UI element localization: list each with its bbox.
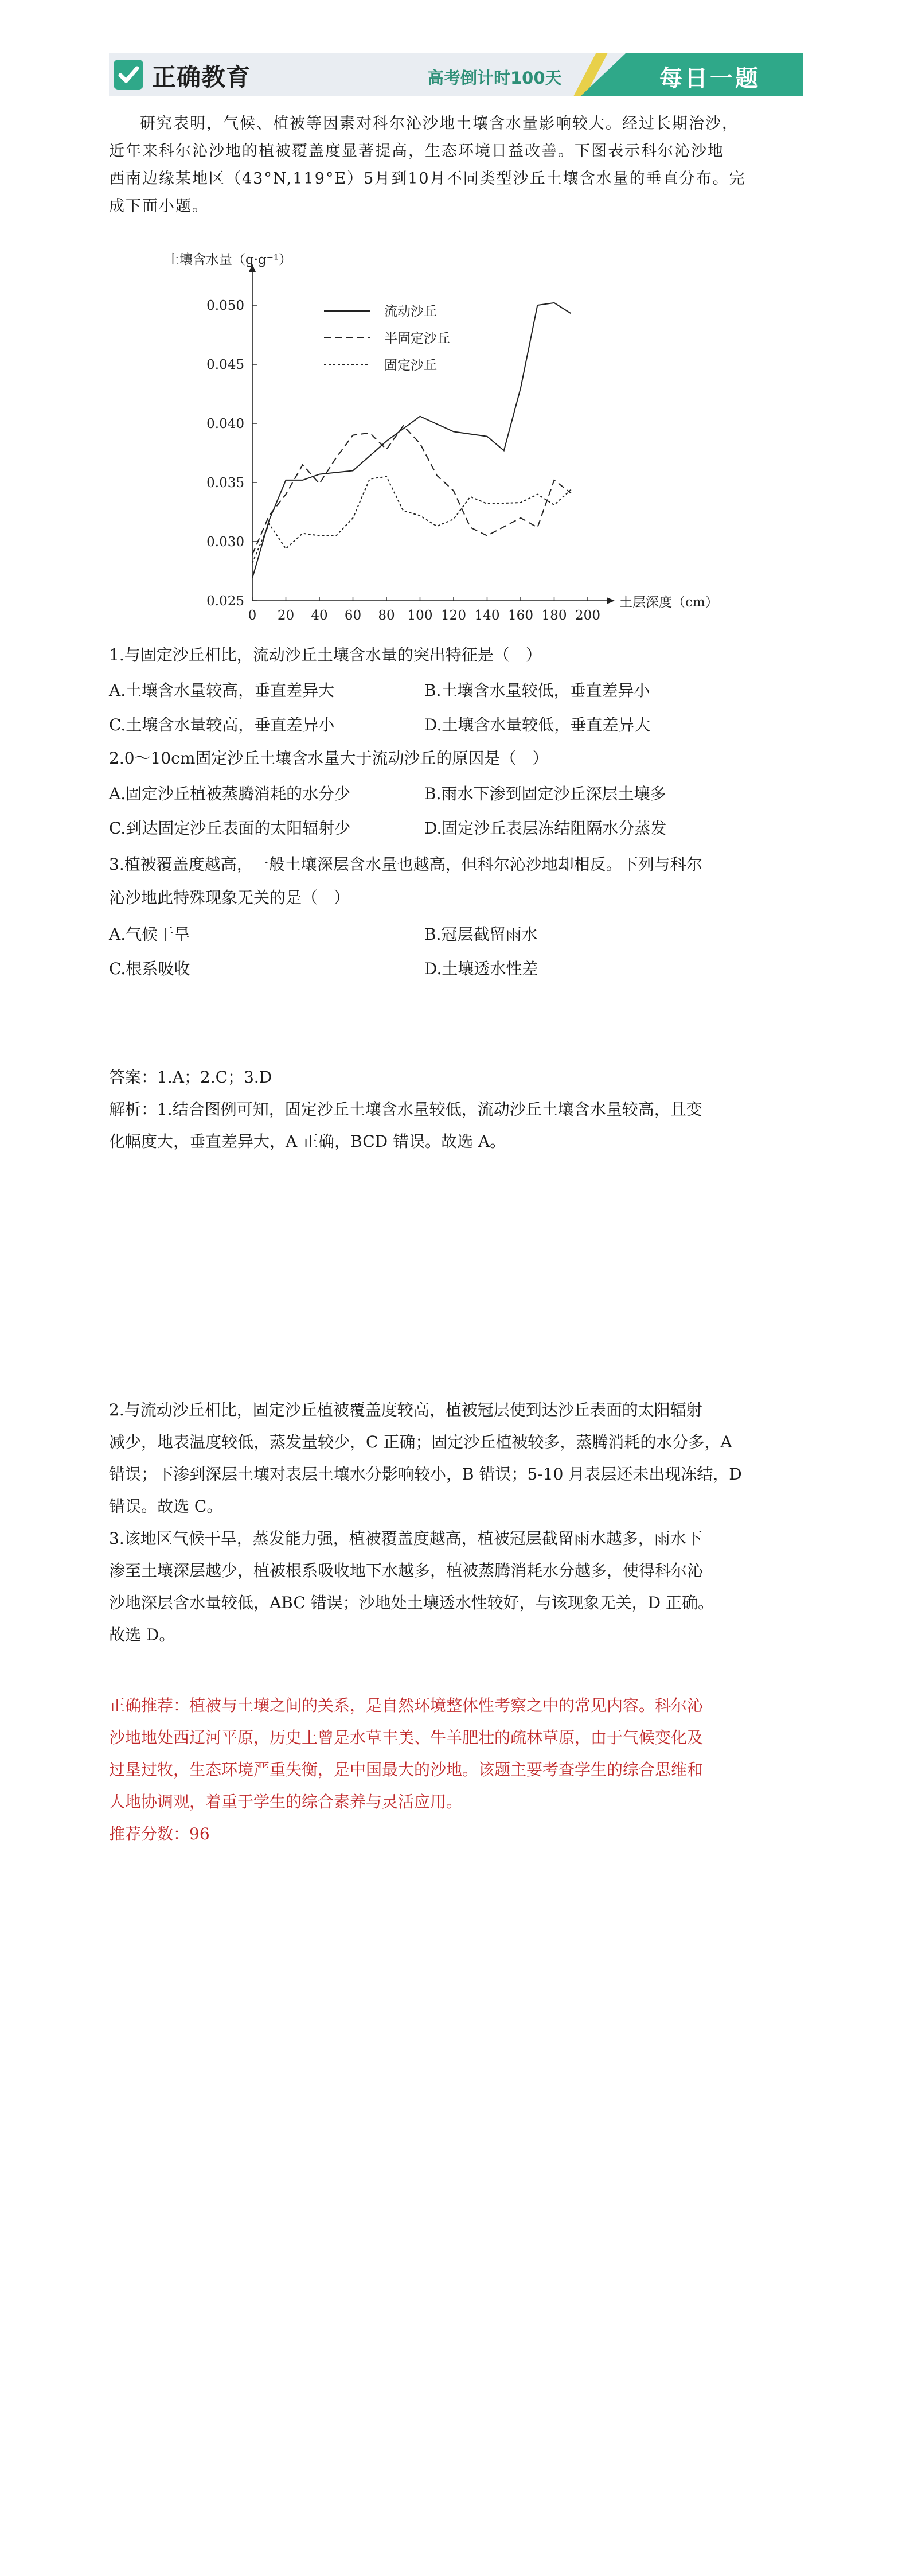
- option-d: D.固定沙丘表层冻结阻隔水分蒸发: [424, 819, 667, 838]
- x-tick-label: 20: [277, 608, 295, 623]
- recommendation-section: [109, 1690, 814, 1850]
- option-c: C.土壤含水量较高，垂直差异小: [109, 715, 335, 734]
- recommendation-line: 人地协调观，着重于学生的综合素养与灵活应用。: [109, 1792, 463, 1811]
- x-tick-label: 180: [541, 608, 567, 623]
- analysis-line: 化幅度大，垂直差异大，A 正确，BCD 错误。故选 A。: [109, 1132, 506, 1151]
- legend-label: 固定沙丘: [384, 358, 437, 373]
- recommendation-line: 沙地地处西辽河平原，历史上曾是水草丰美、牛羊肥壮的疏林草原，由于气候变化及: [109, 1728, 704, 1747]
- answer-section: [109, 1061, 814, 1158]
- question-stem: 1.与固定沙丘相比，流动沙丘土壤含水量的突出特征是（ ）: [109, 645, 542, 664]
- option-d: D.土壤透水性差: [424, 959, 538, 978]
- intro-line: 成下面小题。: [109, 197, 209, 215]
- soil-moisture-chart: [166, 248, 740, 627]
- intro-line: 研究表明，气候、植被等因素对科尔沁沙地土壤含水量影响较大。经过长期治沙，: [140, 115, 739, 133]
- legend-label: 半固定沙丘: [384, 331, 450, 346]
- x-tick-label: 40: [311, 608, 328, 623]
- intro-line: 近年来科尔沁沙地的植被覆盖度显著提高，生态环境日益改善。下图表示科尔沁沙地: [109, 142, 724, 160]
- analysis-line: 错误；下渗到深层土壤对表层土壤水分影响较小，B 错误；5-10 月表层还未出现冻结，D: [109, 1465, 742, 1484]
- question-stem: 3.植被覆盖度越高，一般土壤深层含水量也越高，但科尔沁沙地却相反。下列与科尔: [109, 855, 702, 874]
- intro-line: 西南边缘某地区（43°N,119°E）5月到10月不同类型沙丘土壤含水量的垂直分布。完: [109, 170, 746, 188]
- analysis-section: [109, 1394, 814, 1651]
- answer-line: 答案：1.A；2.C；3.D: [109, 1068, 272, 1087]
- brand-name: 正确教育: [152, 63, 251, 91]
- y-tick-label: 0.040: [206, 417, 244, 431]
- option-b: B.雨水下渗到固定沙丘深层土壤多: [424, 784, 666, 803]
- x-axis-arrow: [607, 597, 615, 604]
- x-tick-label: 140: [474, 608, 500, 623]
- countdown-text: 高考倒计时100天: [427, 68, 562, 88]
- x-tick-label: 0: [248, 608, 257, 623]
- question-stem: 2.0～10cm固定沙丘土壤含水量大于流动沙丘的原因是（ ）: [109, 749, 549, 768]
- recommendation-line: 正确推荐：植被与土壤之间的关系，是自然环境整体性考察之中的常见内容。科尔沁: [109, 1696, 704, 1715]
- x-tick-label: 100: [407, 608, 433, 623]
- y-tick-label: 0.030: [206, 535, 244, 550]
- x-tick-label: 120: [441, 608, 466, 623]
- daily-tag: 每日一题: [659, 65, 760, 92]
- x-axis-label: 土层深度（cm）: [619, 595, 718, 610]
- y-tick-label: 0.035: [206, 476, 244, 491]
- y-tick-label: 0.025: [206, 594, 244, 609]
- option-d: D.土壤含水量较低，垂直差异大: [424, 715, 651, 734]
- intro-paragraph: [109, 110, 803, 220]
- y-axis-label: 土壤含水量（g·g⁻¹）: [166, 252, 292, 267]
- x-tick-label: 160: [508, 608, 533, 623]
- x-tick-label: 60: [344, 608, 362, 623]
- header-banner: [109, 53, 803, 96]
- option-b: B.冠层截留雨水: [424, 925, 538, 944]
- analysis-line: 错误。故选 C。: [109, 1497, 223, 1516]
- legend-label: 流动沙丘: [384, 304, 437, 319]
- analysis-line: 减少，地表温度较低，蒸发量较少，C 正确；固定沙丘植被较多，蒸腾消耗的水分多，A: [109, 1433, 732, 1452]
- option-c: C.到达固定沙丘表面的太阳辐射少: [109, 819, 351, 838]
- x-tick-label: 200: [575, 608, 600, 623]
- analysis-line: 3.该地区气候干旱，蒸发能力强，植被覆盖度越高，植被冠层截留雨水越多，雨水下: [109, 1529, 702, 1548]
- option-a: A.固定沙丘植被蒸腾消耗的水分少: [109, 784, 351, 803]
- analysis-line: 故选 D。: [109, 1625, 175, 1644]
- analysis-line: 解析：1.结合图例可知，固定沙丘土壤含水量较低，流动沙丘土壤含水量较高，且变: [109, 1100, 702, 1119]
- analysis-line: 渗至土壤深层越少，植被根系吸收地下水越多，植被蒸腾消耗水分越多，使得科尔沁: [109, 1561, 704, 1580]
- analysis-line: 2.与流动沙丘相比，固定沙丘植被覆盖度较高，植被冠层使到达沙丘表面的太阳辐射: [109, 1400, 702, 1419]
- y-tick-label: 0.050: [206, 298, 244, 313]
- option-a: A.气候干旱: [109, 925, 190, 944]
- check-icon: [114, 60, 143, 90]
- recommendation-line: 过垦过牧，生态环境严重失衡，是中国最大的沙地。该题主要考查学生的综合思维和: [109, 1760, 704, 1779]
- analysis-line: 沙地深层含水量较低，ABC 错误；沙地处土壤透水性较好，与该现象无关，D 正确。: [109, 1593, 714, 1612]
- option-b: B.土壤含水量较低，垂直差异小: [424, 681, 650, 700]
- recommendation-score: 推荐分数：96: [109, 1824, 210, 1843]
- y-tick-label: 0.045: [206, 357, 244, 372]
- option-c: C.根系吸收: [109, 959, 190, 978]
- question-stem: 沁沙地此特殊现象无关的是（ ）: [109, 888, 350, 907]
- option-a: A.土壤含水量较高，垂直差异大: [109, 681, 335, 700]
- x-tick-label: 80: [378, 608, 395, 623]
